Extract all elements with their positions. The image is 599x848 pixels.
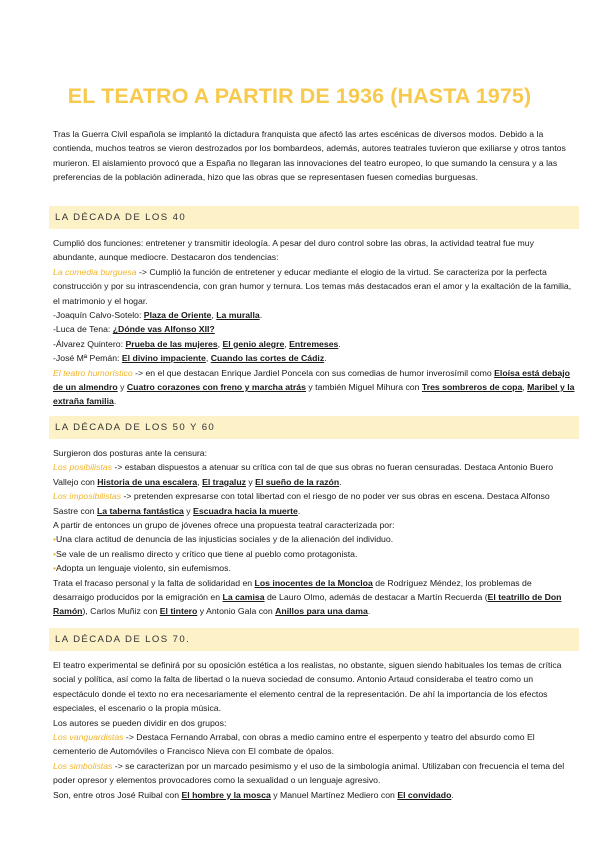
section-heading-50s-60s: LA DÉCADA DE LOS 50 Y 60: [49, 416, 579, 439]
intro-paragraph: Tras la Guerra Civil española se implantó la dictadura franquista que afectó las artes escénicas de diversos modos. Debido a la contienda, muchos teatros se vieron destrozados por los bombardeos, además, autores teatrales tuvieron que exiliarse y otros tantos murieron. El aislamiento provocó que a España no llegaran las innovaciones del teatro europeo, lo que sumando la censura y a las preferencias de la población adinerada, hizo que las obras que se representasen fuesen comedias burguesas.: [53, 129, 566, 183]
section-heading-70s: LA DÉCADA DE LOS 70.: [49, 628, 579, 651]
section-heading-40s: LA DÉCADA DE LOS 40: [49, 206, 579, 229]
work-link[interactable]: El divino impaciente: [121, 353, 206, 364]
work-link[interactable]: La taberna fantástica: [96, 505, 184, 516]
s70-vanguardistas: Los vanguardistas -> Destaca Fernando Arrabal, con obras a medio camino entre el esperpento y teatro del absurdo como El cementerio de Automóviles o Francisco Nieva con El combate de ópalos.: [53, 732, 535, 757]
section-70s: [53, 658, 575, 802]
work-link[interactable]: Cuando las cortes de Cádiz: [210, 353, 325, 364]
author-line: -Joaquín Calvo-Sotelo: Plaza de Oriente, La muralla.: [53, 310, 263, 321]
work-link[interactable]: Tres sombreros de copa: [421, 382, 523, 393]
trend-label: La comedia burguesa: [53, 266, 137, 277]
intro-block: [53, 127, 575, 185]
page-title: EL TEATRO A PARTIR DE 1936 (HASTA 1975): [67, 84, 532, 108]
work-link[interactable]: La camisa: [222, 592, 265, 603]
author-line: -Álvarez Quintero: Prueba de las mujeres, El genio alegre, Entremeses.: [53, 338, 341, 349]
bullet-item: •Una clara actitud de denuncia de las injusticias sociales y de la alienación del individuo.: [53, 534, 394, 545]
work-link[interactable]: El hombre y la mosca: [181, 789, 271, 800]
s50-jovenes: A partir de entonces un grupo de jóvenes ofrece una propuesta teatral caracterizada por:: [53, 520, 395, 531]
section-40s: [53, 236, 575, 409]
bullet-item: •Se vale de un realismo directo y crítico que tiene al pueblo como protagonista.: [53, 548, 358, 559]
work-link[interactable]: El sueño de la razón: [255, 476, 340, 487]
work-link[interactable]: Entremeses: [289, 338, 339, 349]
work-link[interactable]: El convidado: [397, 789, 452, 800]
s70-intro: El teatro experimental se definirá por su oposición estética a los realistas, no obstante, siguen siendo habituales los temas de crítica social y política, así como la falta de libertad o la nueva sociedad de consumo. Antonio Artaud consideraba el teatro como un espectáculo donde el texto no era necesariamente el elemento central de la representación. De ahí la importancia de los efectos especiales, el escenario o la propia música.: [53, 660, 562, 714]
s70-grupos: Los autores se pueden dividir en dos grupos:: [53, 717, 227, 728]
bullet-icon: •: [53, 534, 57, 545]
s50-imposibilistas: Los imposibilistas -> pretenden expresarse con total libertad con el riesgo de no poder ver sus obras en escena. Destaca Alfonso Sastre con La taberna fantástica y Escuadra hacia la muerte.: [53, 491, 550, 516]
work-link[interactable]: El teatrillo de Don Ramón: [53, 592, 562, 617]
group-label: Los imposibilistas: [53, 491, 122, 502]
work-link[interactable]: Cuatro corazones con freno y marcha atrás: [126, 382, 306, 393]
bullet-icon: •: [53, 563, 57, 574]
trend-label: El teatro humorístico: [53, 367, 133, 378]
group-label: Los vanguardistas: [53, 732, 124, 743]
s70-autores: Son, entre otros José Ruibal con El hombre y la mosca y Manuel Martínez Mediero con El convidado.: [53, 789, 454, 800]
work-link[interactable]: La muralla: [216, 310, 260, 321]
s40-trend-burguesa: La comedia burguesa -> Cumplió la función de entretener y educar mediante el elogio de la virtud. Se caracteriza por la perfecta construcción y por su intrascendencia, con gran humor y ternura. Los temas más destacados eran el amor y la exaltación de la familia, el matrimonio y el hogar.: [53, 266, 572, 306]
work-link[interactable]: Historia de una escalera: [97, 476, 198, 487]
s70-simbolistas: Los simbolistas -> se caracterizan por un marcado pesimismo y el uso de la simbología animal. Utilizaban con frecuencia el tema del poder opresor y elementos provocadores como la sexualidad o un lenguaje agresivo.: [53, 760, 565, 786]
s50-intro: Surgieron dos posturas ante la censura:: [53, 448, 208, 458]
work-link[interactable]: Anillos para una dama: [275, 606, 368, 617]
work-link[interactable]: ¿Dónde vas Alfonso XII?: [112, 324, 215, 335]
group-label: Los simbolistas: [53, 760, 113, 771]
s40-trend-humoristico: El teatro humorístico -> en el que destacan Enrique Jardiel Poncela con sus comedias de humor inverosímil como Eloísa está debajo de un almendro y Cuatro corazones con freno y marcha atrás y también Miguel Mihura con Tres sombreros de copa, Maribel y la extraña familia.: [53, 367, 575, 407]
work-link[interactable]: Plaza de Oriente: [143, 310, 212, 321]
author-line: -José Mª Pemán: El divino impaciente, Cuando las cortes de Cádiz.: [53, 353, 327, 364]
work-link[interactable]: Prueba de las mujeres: [125, 338, 218, 349]
s50-posibilistas: Los posibilistas -> estaban dispuestos a atenuar su crítica con tal de que sus obras no fueran censuradas. Destaca Antonio Buero Vallejo con Historia de una escalera, El tragaluz y El sueño de la razón.: [53, 462, 554, 487]
author-line: -Luca de Tena: ¿Dónde vas Alfonso XII?: [53, 324, 215, 335]
work-link[interactable]: Maribel y la extraña familia: [53, 382, 575, 407]
section-50s-60s: [53, 446, 575, 619]
work-link[interactable]: Escuadra hacia la muerte: [193, 505, 298, 516]
work-link[interactable]: Eloísa está debajo de un almendro: [53, 367, 570, 393]
work-link[interactable]: El tragaluz: [202, 476, 246, 487]
work-link[interactable]: El genio alegre: [222, 338, 285, 349]
bullet-icon: •: [53, 548, 57, 559]
work-link[interactable]: Los inocentes de la Moncloa: [254, 577, 373, 588]
s50-autores: Trata el fracaso personal y la falta de solidaridad en Los inocentes de la Moncloa de Rodríguez Méndez, los problemas de desarraigo producidos por la emigración en La camisa de Lauro Olmo, además de destacar a Martín Recuerda (El teatrillo de Don Ramón), Carlos Muñiz con El tintero y Antonio Gala con Anillos para una dama.: [53, 577, 562, 617]
s40-intro: Cumplió dos funciones: entretener y transmitir ideología. A pesar del duro control sobre las obras, la actividad teatral fue muy abundante, aunque mediocre. Destacaron dos tendencias:: [53, 238, 534, 263]
bullet-item: •Adopta un lenguaje violento, sin eufemismos.: [53, 563, 231, 574]
group-label: Los posibilistas: [53, 462, 112, 473]
work-link[interactable]: El tintero: [159, 606, 198, 617]
